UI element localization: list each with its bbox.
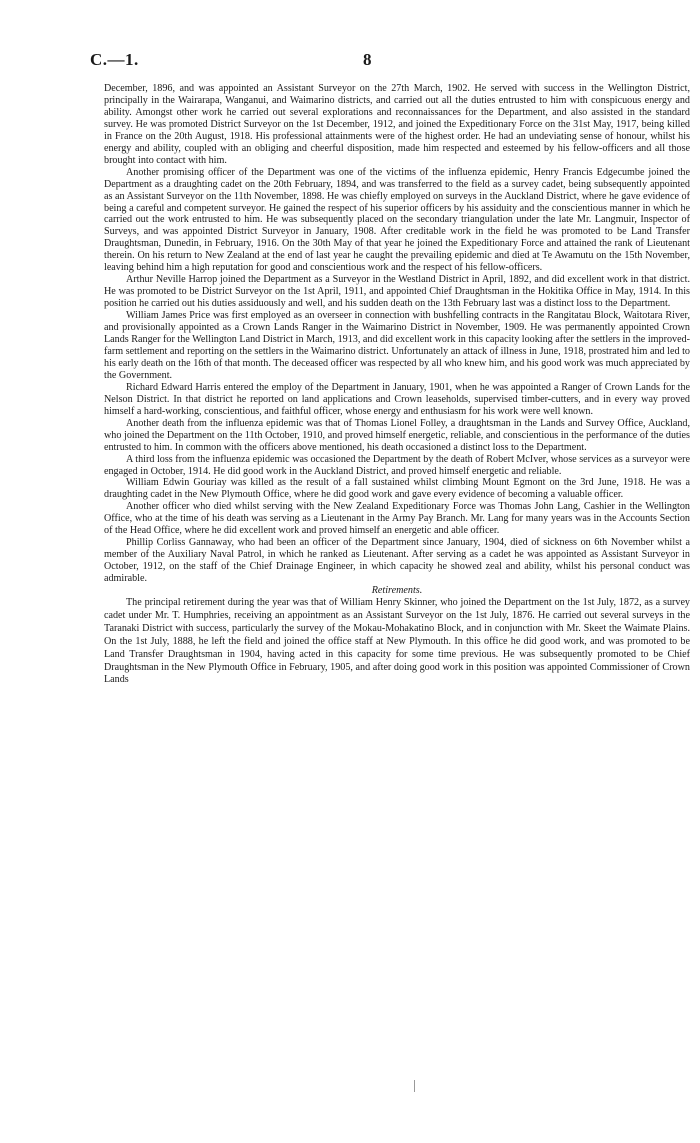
paragraph-edgecumbe: Another promising officer of the Department was one of the victims of the influenza epidemic, Henry Francis Edgecumbe joined the Department as a draughting cadet on the 20th February, 1894, and was transferred to the field as a survey cadet, being subsequently appointed as an Assistant Surveyor on the 11th November, 1898. He was chiefly employed on surveys in the Auckland District, where he gave evidence of being a careful and competent surveyor. He gained the respect of his superior officers by his assiduity and the conscientious manner in which he carried out the work entrusted to him. He was subsequently placed on the secondary triangulation under the late Mr. Langmuir, Inspector of Surveys, and was appointed District Surveyor in January, 1908. After creditable work in the field he was promoted to be Land Transfer Draughtsman, Dunedin, in February, 1916. On the 30th May of that year he joined the Expeditionary Force and attained the rank of Lieutenant therein. On his return to New Zealand at the end of last year he caught the prevailing epidemic and died at Te Awamutu on the 15th November, leaving behind him a high reputation for good and conscientious work and the respect of his fellow-officers.: [104, 166, 690, 274]
paragraph-mciver: A third loss from the influenza epidemic was occasioned the Department by the death of Robert McIver, whose services as a surveyor were engaged in October, 1914. He did good work in the Auckland District, and proved himself energetic and reliable.: [104, 453, 690, 477]
page-number: 8: [363, 50, 372, 69]
page-header: [90, 50, 690, 70]
paragraph-harrop: Arthur Neville Harrop joined the Department as a Surveyor in the Westland District in April, 1892, and did excellent work in that district. He was promoted to be District Surveyor on the 1st April, 1911, and appointed Chief Draughtsman in the Hokitika Office in May, 1914. In this position he carried out his duties assiduously and well, and his sudden death on the 13th February last was a distinct loss to the Department.: [104, 274, 690, 310]
paragraph-price: William James Price was first employed as an overseer in connection with bushfelling contracts in the Rangitatau Block, Waitotara River, and provisionally appointed as a Crown Lands Ranger in the Waimarino District in November, 1909. He was permanently appointed Crown Lands Ranger for the Wellington Land District in March, 1913, and did excellent work in this capacity looking after the settlers in the improved-farm settlement and reporting on the settlers in the Waimarino district. Unfortunately an attack of illness in June, 1918, prostrated him and led to his early death on the 16th of that month. The deceased officer was respected by all who knew him, and his good work was much appreciated by the Government.: [104, 310, 690, 381]
paragraph-gouriay: William Edwin Gouriay was killed as the result of a fall sustained whilst climbing Mount Egmont on the 3rd June, 1918. He was a draughting cadet in the New Plymouth Office, where he did good work and gave every evidence of becoming a valuable officer.: [104, 477, 690, 501]
paragraph-skinner: The principal retirement during the year was that of William Henry Skinner, who joined the Department on the 1st July, 1872, as a survey cadet under Mr. T. Humphries, receiving an appointment as an Assistant Surveyor on the 1st July, 1876. He carried out several surveys in the Taranaki District with success, particularly the survey of the Mokau-Mohakatino Block, and in conjunction with Mr. Skeet the Waimate Plains. On the 1st July, 1888, he left the field and joined the office staff at New Plymouth. In this office he did good work, and was promoted to be Land Transfer Draughtsman in 1904, having acted in this capacity for some time previous. He was subsequently promoted to be Chief Draughtsman in the New Plymouth Office in February, 1905, and after doing good work in this position was appointed Commissioner of Crown Lands: [104, 596, 690, 686]
paragraph-harrop-continued: December, 1896, and was appointed an Assistant Surveyor on the 27th March, 1902. He served with success in the Wellington District, principally in the Wairarapa, Wanganui, and Waimarino districts, and carried out all the duties entrusted to him with conspicuous energy and ability. Amongst other work he carried out several explorations and reconnaissances for the Department, and also assisted in the standard survey. He was promoted District Surveyor on the 1st December, 1912, and joined the Expeditionary Force on the 31st May, 1917, being killed in France on the 20th August, 1918. His professional attainments were of the highest order. He had an undeviating sense of honour, whilst his energy and ability, coupled with an obliging and cheerful disposition, made him respected and esteemed by his fellow-officers and all those brought into contact with him.: [104, 83, 690, 166]
paragraph-harris: Richard Edward Harris entered the employ of the Department in January, 1901, when he was appointed a Ranger of Crown Lands for the Nelson District. In that district he reported on land applications and Crown leaseholds, supervised timber-cutters, and in every way proved himself a hard-working, conscientious, and faithful officer, whose energy and enthusiasm for his work were well known.: [104, 381, 690, 417]
footer-mark: [414, 1080, 415, 1092]
paragraph-gannaway: Phillip Corliss Gannaway, who had been an officer of the Department since January, 1904, died of sickness on 6th November whilst a member of the Auxiliary Naval Patrol, in which he ranked as Lieutenant. After serving as a cadet he was appointed as Assistant Surveyor in October, 1912, on the staff of the Chief Drainage Engineer, in which capacity he showed zeal and ability, whilst his personal conduct was admirable.: [104, 537, 690, 585]
document-reference: C.—1.: [90, 50, 139, 69]
section-heading-retirements: Retirements.: [371, 585, 423, 597]
paragraph-lang: Another officer who died whilst serving with the New Zealand Expeditionary Force was Thomas John Lang, Cashier in the Wellington Office, who at the time of his death was serving as a Lieutenant in the Army Pay Branch. Mr. Lang for many years was in the Accounts Section of the Head Office, where he did excellent work and proved himself an energetic and able officer.: [104, 501, 690, 537]
document-body: [104, 83, 690, 687]
paragraph-folley: Another death from the influenza epidemic was that of Thomas Lionel Folley, a draughtsman in the Lands and Survey Office, Auckland, who joined the Department on the 11th October, 1910, and proved himself energetic, reliable, and conscientious in the performance of the duties entrusted to him. In common with the officers above mentioned, his death occasioned a distinct loss to the Department.: [104, 417, 690, 453]
